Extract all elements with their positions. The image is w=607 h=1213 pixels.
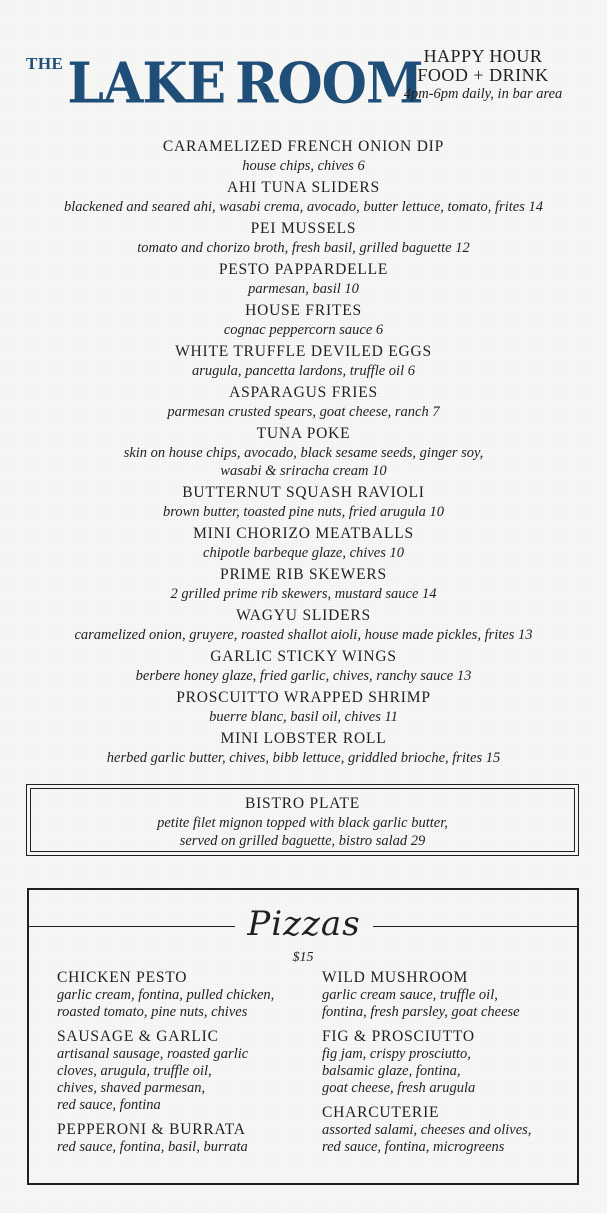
menu-item-name: WAGYU SLIDERS bbox=[236, 607, 371, 624]
pizza-name: CHARCUTERIE bbox=[322, 1104, 440, 1121]
bistro-desc-line: served on grilled baguette, bistro salad 29 bbox=[179, 833, 426, 849]
pizza-desc: fontina, fresh parsley, goat cheese bbox=[322, 1004, 520, 1020]
menu-item bbox=[0, 688, 607, 726]
menu-item bbox=[0, 424, 607, 480]
menu-item-desc: house chips, chives 6 bbox=[242, 158, 365, 174]
menu-item bbox=[0, 178, 607, 216]
menu-item-desc: skin on house chips, avocado, black sesame seeds, ginger soy, bbox=[123, 445, 484, 461]
pizza-column-left bbox=[57, 968, 319, 1162]
happy-hour-hours: 4pm-6pm daily, in bar area bbox=[403, 86, 563, 102]
bistro-inner-frame bbox=[30, 788, 575, 852]
menu-item-desc: buerre blanc, basil oil, chives 11 bbox=[209, 709, 398, 725]
pizza-desc: red sauce, fontina, basil, burrata bbox=[57, 1139, 248, 1155]
pizza-desc: artisanal sausage, roasted garlic bbox=[57, 1046, 249, 1062]
menu-item-name: HOUSE FRITES bbox=[245, 302, 362, 319]
pizza-name: CHICKEN PESTO bbox=[57, 969, 188, 986]
menu-item-desc: wasabi & sriracha cream 10 bbox=[220, 463, 387, 479]
menu-item-name: PRIME RIB SKEWERS bbox=[220, 566, 387, 583]
menu-item-name: MINI LOBSTER ROLL bbox=[220, 730, 387, 747]
menu-item bbox=[0, 219, 607, 257]
pizza-item bbox=[322, 968, 572, 1021]
pizza-desc: fig jam, crispy prosciutto, bbox=[322, 1046, 471, 1062]
menu-item-name: GARLIC STICKY WINGS bbox=[210, 648, 397, 665]
pizza-item bbox=[322, 1103, 572, 1156]
pizza-item bbox=[57, 1027, 319, 1114]
divider bbox=[29, 926, 235, 927]
menu-item-desc: cognac peppercorn sauce 6 bbox=[223, 322, 384, 338]
pizza-name: PEPPERONI & BURRATA bbox=[57, 1121, 246, 1138]
menu-item-name: MINI CHORIZO MEATBALLS bbox=[193, 525, 414, 542]
menu-item-name: TUNA POKE bbox=[256, 425, 351, 442]
pizza-desc: roasted tomato, pine nuts, chives bbox=[57, 1004, 248, 1020]
menu-item-desc: brown butter, toasted pine nuts, fried arugula 10 bbox=[162, 504, 444, 520]
pizza-item bbox=[57, 1120, 319, 1156]
menu-item bbox=[0, 342, 607, 380]
pizza-price: $15 bbox=[292, 950, 314, 965]
menu-item bbox=[0, 565, 607, 603]
menu-item-desc: caramelized onion, gruyere, roasted shallot aioli, house made pickles, frites 13 bbox=[74, 627, 533, 643]
menu-item-desc: arugula, pancetta lardons, truffle oil 6 bbox=[191, 363, 415, 379]
pizza-desc: goat cheese, fresh arugula bbox=[322, 1080, 476, 1096]
logo-room: ROOM bbox=[235, 50, 423, 117]
menu-item-desc: berbere honey glaze, fried garlic, chives, ranchy sauce 13 bbox=[135, 668, 472, 684]
bistro-desc-line: petite filet mignon topped with black garlic butter, bbox=[157, 815, 448, 831]
menu-item-desc: parmesan crusted spears, goat cheese, ranch 7 bbox=[167, 404, 440, 420]
menu-item-desc: parmesan, basil 10 bbox=[248, 281, 359, 297]
menu-item bbox=[0, 647, 607, 685]
menu-item-desc: herbed garlic butter, chives, bibb lettuce, griddled brioche, frites 15 bbox=[106, 750, 501, 766]
menu-item bbox=[0, 137, 607, 175]
menu-item-name: CARAMELIZED FRENCH ONION DIP bbox=[162, 138, 445, 155]
menu-item-desc: chipotle barbeque glaze, chives 10 bbox=[203, 545, 404, 561]
menu-item bbox=[0, 729, 607, 767]
pizza-title: Pizzas bbox=[247, 904, 361, 944]
menu-item-name: PESTO PAPPARDELLE bbox=[218, 261, 389, 278]
pizza-column-right bbox=[322, 968, 572, 1162]
logo-lake: LAKE bbox=[67, 50, 226, 117]
menu-item-desc: 2 grilled prime rib skewers, mustard sauce 14 bbox=[170, 586, 437, 602]
bistro-name: BISTRO PLATE bbox=[244, 795, 361, 812]
pizza-desc: chives, shaved parmesan, bbox=[57, 1080, 206, 1096]
pizza-desc: assorted salami, cheeses and olives, bbox=[322, 1122, 532, 1138]
menu-item bbox=[0, 301, 607, 339]
menu-item-name: BUTTERNUT SQUASH RAVIOLI bbox=[182, 484, 425, 501]
divider bbox=[373, 926, 579, 927]
logo bbox=[26, 38, 423, 117]
menu-item bbox=[0, 524, 607, 562]
pizza-name: WILD MUSHROOM bbox=[322, 969, 469, 986]
pizza-box bbox=[27, 888, 579, 1185]
menu-item bbox=[0, 483, 607, 521]
menu-item-name: ASPARAGUS FRIES bbox=[229, 384, 378, 401]
menu-list bbox=[0, 137, 607, 770]
pizza-desc: cloves, arugula, truffle oil, bbox=[57, 1063, 212, 1079]
menu-item bbox=[0, 606, 607, 644]
pizza-item bbox=[57, 968, 319, 1021]
pizza-name: FIG & PROSCIUTTO bbox=[322, 1028, 475, 1045]
happy-hour-title: HAPPY HOUR bbox=[423, 46, 543, 66]
pizza-desc: red sauce, fontina bbox=[57, 1097, 161, 1113]
menu-item bbox=[0, 260, 607, 298]
logo-the: THE bbox=[26, 54, 64, 73]
bistro-box bbox=[26, 784, 579, 856]
happy-hour-block bbox=[388, 47, 578, 104]
pizza-desc: red sauce, fontina, microgreens bbox=[322, 1139, 505, 1155]
menu-item-name: AHI TUNA SLIDERS bbox=[227, 179, 380, 196]
pizza-item bbox=[322, 1027, 572, 1097]
menu-item bbox=[0, 383, 607, 421]
menu-item-name: PEI MUSSELS bbox=[250, 220, 357, 237]
menu-item-desc: blackened and seared ahi, wasabi crema, avocado, butter lettuce, tomato, frites 14 bbox=[64, 199, 543, 215]
happy-hour-subtitle: FOOD + DRINK bbox=[417, 65, 549, 85]
pizza-desc: balsamic glaze, fontina, bbox=[322, 1063, 461, 1079]
pizza-desc: garlic cream sauce, truffle oil, bbox=[322, 987, 498, 1003]
pizza-desc: garlic cream, fontina, pulled chicken, bbox=[57, 987, 275, 1003]
menu-item-desc: tomato and chorizo broth, fresh basil, grilled baguette 12 bbox=[137, 240, 470, 256]
menu-item-name: WHITE TRUFFLE DEVILED EGGS bbox=[175, 343, 432, 360]
pizza-name: SAUSAGE & GARLIC bbox=[57, 1028, 219, 1045]
menu-item-name: PROSCUITTO WRAPPED SHRIMP bbox=[176, 689, 431, 706]
pizza-header bbox=[29, 904, 577, 944]
